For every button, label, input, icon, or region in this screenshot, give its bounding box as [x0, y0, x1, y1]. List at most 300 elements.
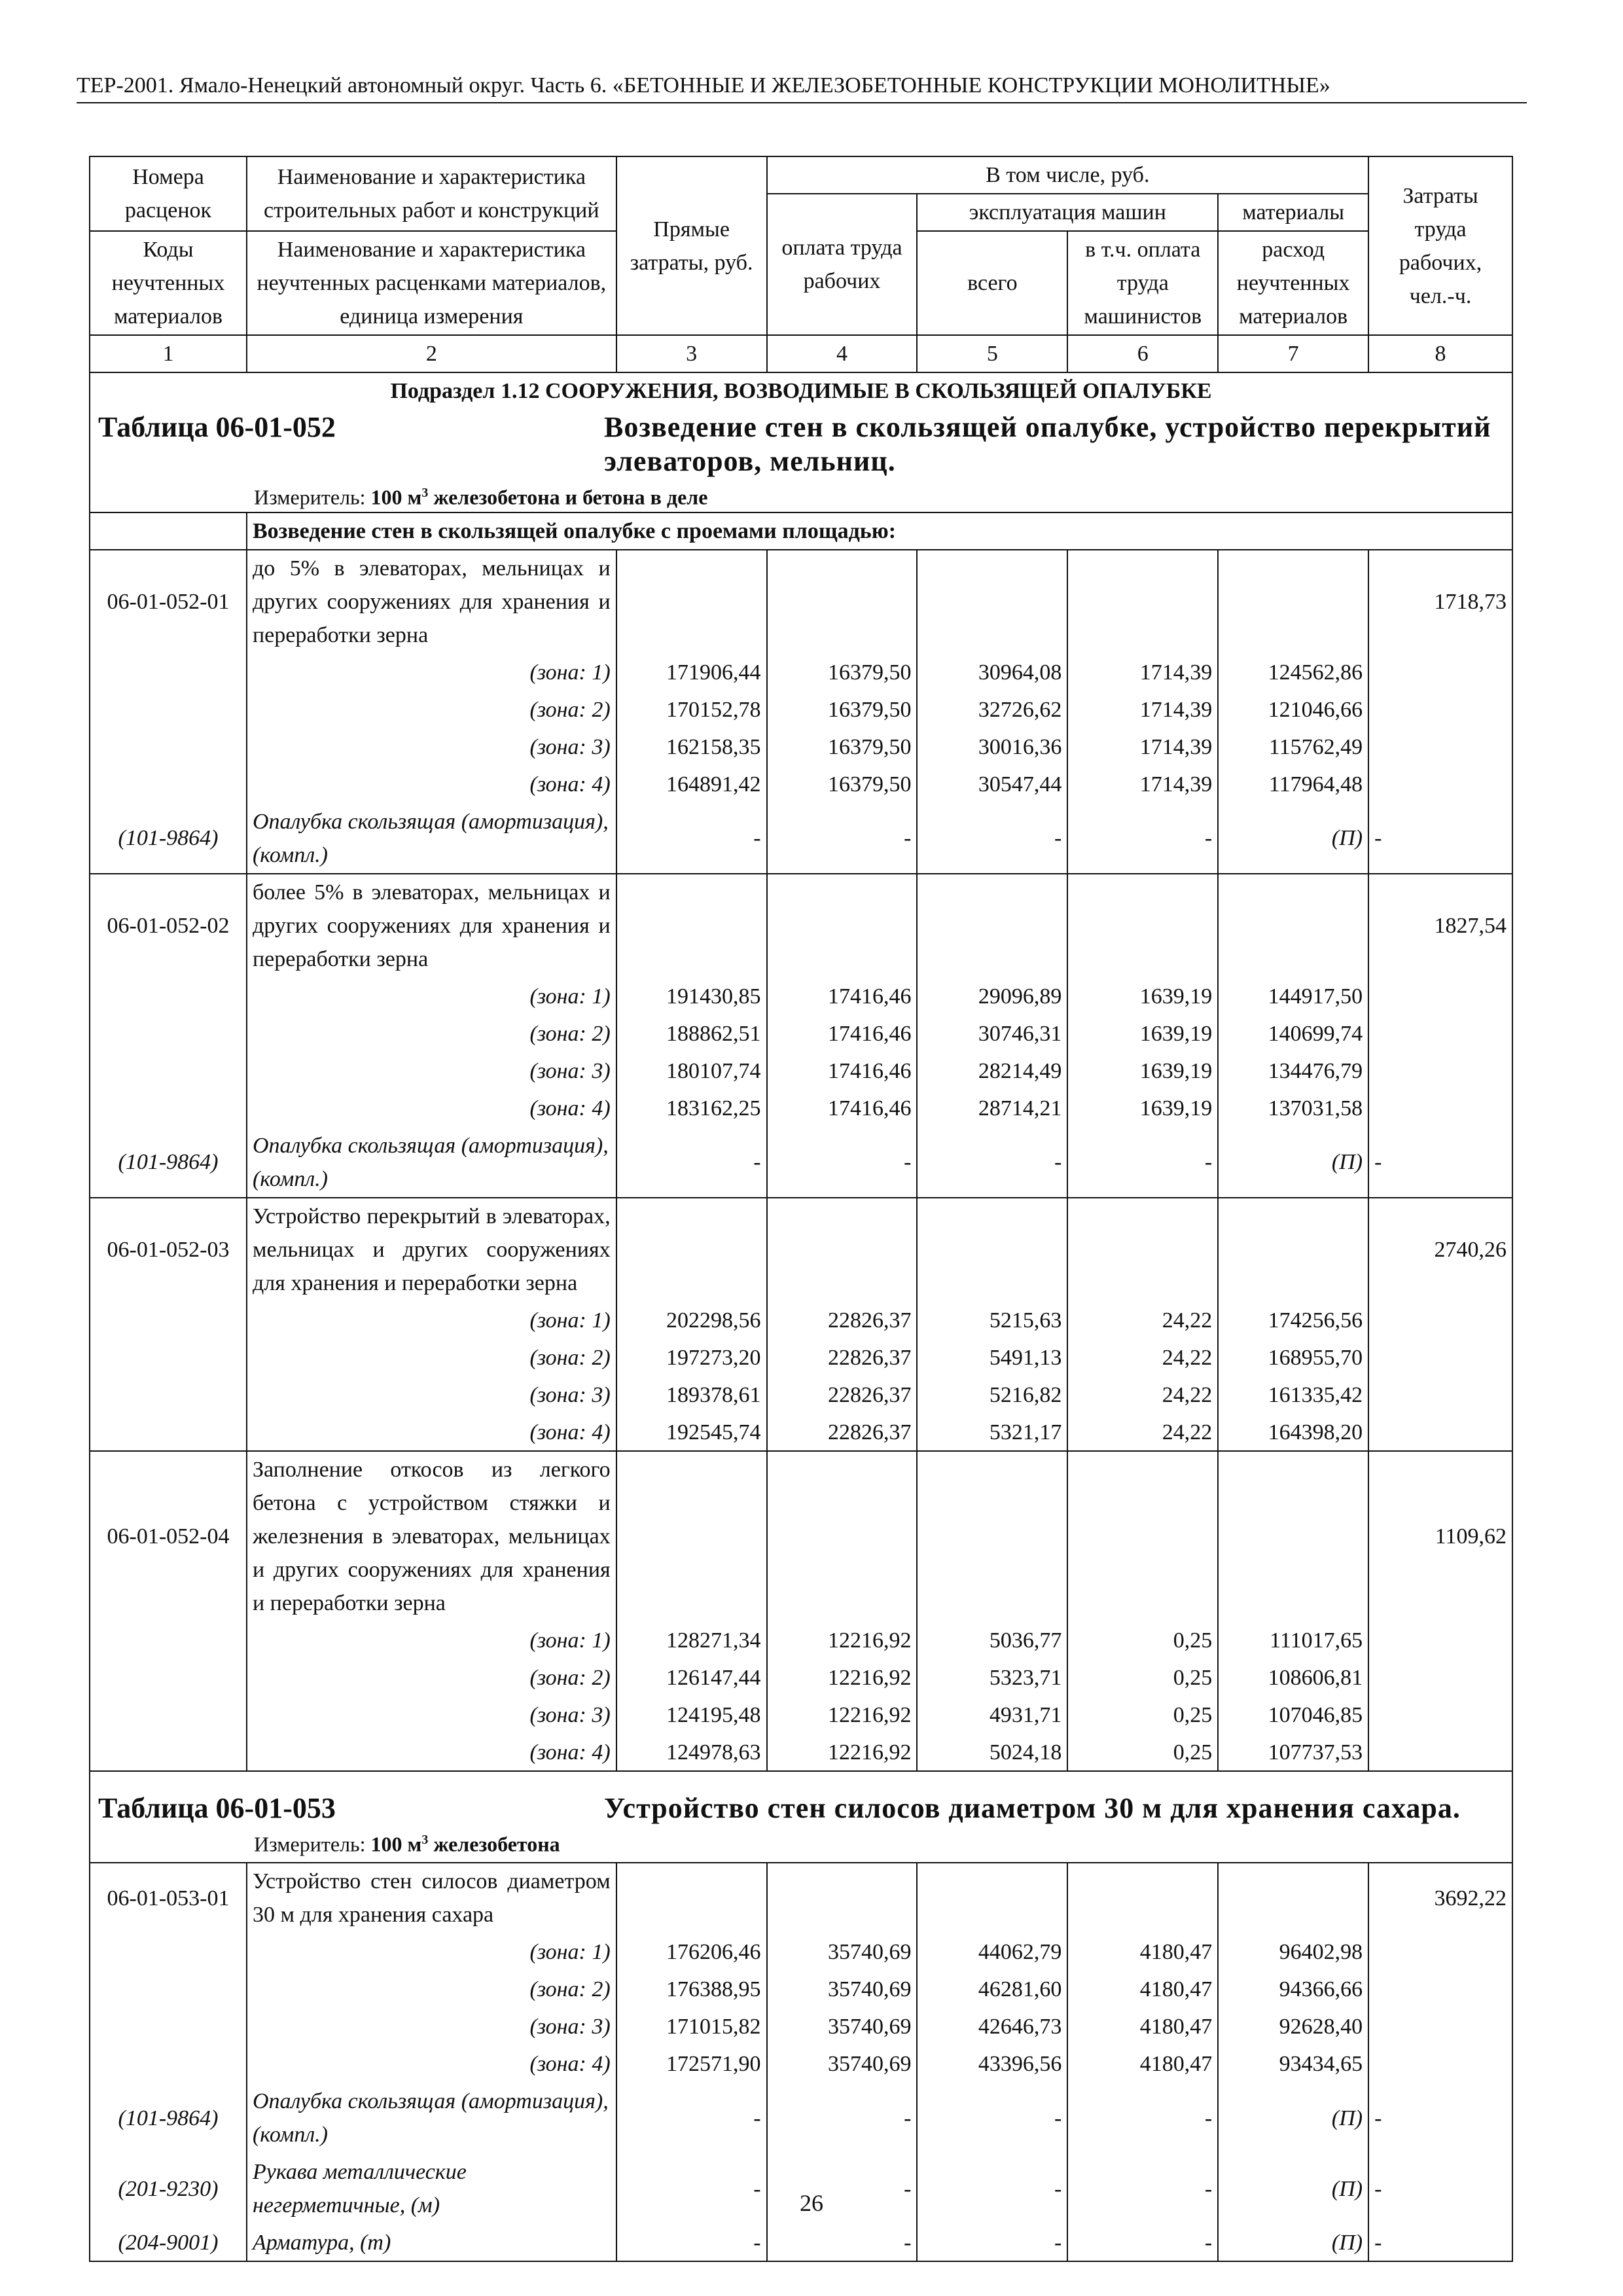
cost-value: 189378,61: [616, 1376, 767, 1414]
empty-cell: [767, 550, 918, 654]
empty-cell: [1368, 766, 1512, 803]
cost-value: 30746,31: [917, 1015, 1067, 1052]
cost-value: 16379,50: [767, 691, 918, 728]
zone-row: [90, 1414, 1512, 1451]
rate-description: до 5% в элеваторах, мельницах и других сооружениях для хранения и переработки зерна: [247, 550, 616, 654]
column-numbers-row: [90, 335, 1512, 372]
rate-description: Заполнение откосов из легкого бетона с устройством стяжки и железнения в элеваторах, мельницах и других сооружениях для хранения и переработки зерна: [247, 1451, 616, 1622]
material-code: (101-9864): [90, 2083, 247, 2153]
measure-rest: железобетона и бетона в деле: [428, 485, 708, 509]
cost-value: 4180,47: [1067, 2008, 1218, 2045]
col-machines-total-header: всего: [917, 231, 1067, 335]
cost-value: 93434,65: [1218, 2045, 1368, 2083]
zone-label: (зона: 4): [247, 766, 616, 803]
empty-cell: [1218, 1863, 1368, 1933]
rate-code: 06-01-052-03: [90, 1198, 247, 1302]
empty-cell: [616, 874, 767, 978]
empty-cell: [1368, 1933, 1512, 1971]
section-title: Подраздел 1.12 СООРУЖЕНИЯ, ВОЗВОДИМЫЕ В СКОЛЬЗЯЩЕЙ ОПАЛУБКЕ: [90, 372, 1512, 410]
dash-cell: -: [616, 803, 767, 874]
cost-value: 32726,62: [917, 691, 1067, 728]
zone-label: (зона: 2): [247, 1015, 616, 1052]
empty-cell: [1067, 874, 1218, 978]
rate-block: [90, 1451, 1512, 1771]
p-mark: (П): [1218, 2153, 1368, 2224]
cost-value: 164398,20: [1218, 1414, 1368, 1451]
empty-cell: [767, 1451, 918, 1622]
dash-cell: -: [616, 2153, 767, 2224]
col-material-codes-header: Коды неучтенных материалов: [90, 231, 247, 335]
measure-unit: [254, 478, 1504, 512]
dash-cell: -: [1368, 803, 1512, 874]
empty-cell: [1368, 1696, 1512, 1734]
material-code: (201-9230): [90, 2153, 247, 2224]
col-materials-header: материалы: [1218, 194, 1368, 231]
rate-block: [90, 874, 1512, 1198]
zone-row: [90, 1622, 1512, 1659]
col-including-header: В том числе, руб.: [767, 156, 1369, 194]
empty-cell: [1218, 550, 1368, 654]
cost-value: 16379,50: [767, 654, 918, 691]
cost-value: 176388,95: [616, 1971, 767, 2008]
measure-sup: 3: [421, 1832, 429, 1847]
cost-value: 124978,63: [616, 1734, 767, 1771]
cost-value: 35740,69: [767, 2008, 918, 2045]
cost-value: 134476,79: [1218, 1052, 1368, 1090]
zone-label: (зона: 4): [247, 2045, 616, 2083]
cost-value: 24,22: [1067, 1302, 1218, 1339]
dash-cell: -: [1368, 2153, 1512, 2224]
zone-label: (зона: 2): [247, 1659, 616, 1696]
dash-cell: -: [1368, 2224, 1512, 2261]
empty-cell: [917, 1863, 1067, 1933]
zone-label: (зона: 2): [247, 1339, 616, 1376]
zone-row: [90, 1734, 1512, 1771]
cost-value: 1714,39: [1067, 691, 1218, 728]
cost-value: 140699,74: [1218, 1015, 1368, 1052]
zone-label: (зона: 1): [247, 978, 616, 1015]
material-name: Арматура, (т): [247, 2224, 616, 2261]
cost-value: 5036,77: [917, 1622, 1067, 1659]
cost-value: 0,25: [1067, 1734, 1218, 1771]
column-number: 5: [917, 335, 1067, 372]
empty-cell: [1067, 1451, 1218, 1622]
zone-label: (зона: 4): [247, 1734, 616, 1771]
material-row: [90, 1127, 1512, 1198]
rate-description: более 5% в элеваторах, мельницах и других сооружениях для хранения и переработки зерна: [247, 874, 616, 978]
dash-cell: -: [616, 1127, 767, 1198]
empty-cell: [90, 728, 247, 766]
cost-value: 0,25: [1067, 1659, 1218, 1696]
empty-cell: [1368, 728, 1512, 766]
cost-value: 0,25: [1067, 1696, 1218, 1734]
cost-value: 4180,47: [1067, 1971, 1218, 2008]
dash-cell: -: [917, 803, 1067, 874]
cost-value: 171015,82: [616, 2008, 767, 2045]
cost-value: 35740,69: [767, 1933, 918, 1971]
empty-cell: [1067, 550, 1218, 654]
zone-row: [90, 728, 1512, 766]
cost-value: 4180,47: [1067, 2045, 1218, 2083]
empty-cell: [90, 1414, 247, 1451]
cost-value: 24,22: [1067, 1414, 1218, 1451]
dash-cell: -: [1368, 1127, 1512, 1198]
rate-code: 06-01-053-01: [90, 1863, 247, 1933]
empty-cell: [90, 1090, 247, 1127]
cost-value: 4931,71: [917, 1696, 1067, 1734]
column-number: 3: [616, 335, 767, 372]
empty-cell: [90, 1971, 247, 2008]
empty-cell: [90, 766, 247, 803]
empty-cell: [90, 1659, 247, 1696]
table-label: Таблица 06-01-052: [98, 411, 336, 443]
zone-row: [90, 1376, 1512, 1414]
cost-value: 96402,98: [1218, 1933, 1368, 1971]
cost-value: 5491,13: [917, 1339, 1067, 1376]
zone-row: [90, 1052, 1512, 1090]
subheading: Возведение стен в скользящей опалубке с проемами площадью:: [247, 512, 1512, 550]
rates-table: [89, 156, 1513, 2262]
col-machines-header: эксплуатация машин: [917, 194, 1218, 231]
zone-label: (зона: 2): [247, 1971, 616, 2008]
cost-value: 107046,85: [1218, 1696, 1368, 1734]
cost-value: 5024,18: [917, 1734, 1067, 1771]
cost-value: 28214,49: [917, 1052, 1067, 1090]
column-number: 4: [767, 335, 918, 372]
column-number: 6: [1067, 335, 1218, 372]
empty-cell: [90, 1302, 247, 1339]
cost-value: 202298,56: [616, 1302, 767, 1339]
cost-value: 28714,21: [917, 1090, 1067, 1127]
cost-value: 12216,92: [767, 1696, 918, 1734]
material-name: Опалубка скользящая (амортизация), (компл.): [247, 2083, 616, 2153]
zone-row: [90, 1339, 1512, 1376]
dash-cell: -: [1067, 2153, 1218, 2224]
cost-value: 94366,66: [1218, 1971, 1368, 2008]
dash-cell: -: [767, 2153, 918, 2224]
cost-value: 17416,46: [767, 1052, 918, 1090]
dash-cell: -: [917, 2224, 1067, 2261]
rate-row: [90, 1863, 1512, 1933]
zone-label: (зона: 1): [247, 1933, 616, 1971]
zone-row: [90, 1971, 1512, 2008]
table-title: Устройство стен силосов диаметром 30 м для хранения сахара.: [604, 1791, 1461, 1824]
dash-cell: -: [1368, 2083, 1512, 2153]
empty-cell: [90, 691, 247, 728]
material-code: (101-9864): [90, 803, 247, 874]
zone-label: (зона: 1): [247, 1302, 616, 1339]
zone-row: [90, 1696, 1512, 1734]
dash-cell: -: [767, 1127, 918, 1198]
cost-value: 29096,89: [917, 978, 1067, 1015]
cost-value: 44062,79: [917, 1933, 1067, 1971]
col-material-names-header: Наименование и характеристика неучтенных расценками материалов, единица измерения: [247, 231, 616, 335]
rate-block: [90, 550, 1512, 874]
cost-value: 16379,50: [767, 766, 918, 803]
cost-value: 30964,08: [917, 654, 1067, 691]
labor-cost: 3692,22: [1368, 1863, 1512, 1933]
cost-value: 1639,19: [1067, 1015, 1218, 1052]
empty-cell: [1067, 1863, 1218, 1933]
empty-cell: [917, 550, 1067, 654]
cost-value: 1714,39: [1067, 654, 1218, 691]
dash-cell: -: [616, 2224, 767, 2261]
empty-cell: [917, 1198, 1067, 1302]
empty-cell: [90, 1376, 247, 1414]
cost-value: 117964,48: [1218, 766, 1368, 803]
dash-cell: -: [1067, 2083, 1218, 2153]
cost-value: 128271,34: [616, 1622, 767, 1659]
labor-cost: 2740,26: [1368, 1198, 1512, 1302]
measure-unit: [254, 1825, 1504, 1859]
empty-cell: [1368, 1090, 1512, 1127]
cost-value: 17416,46: [767, 978, 918, 1015]
zone-row: [90, 766, 1512, 803]
column-number: 1: [90, 335, 247, 372]
empty-cell: [1368, 1971, 1512, 2008]
p-mark: (П): [1218, 1127, 1368, 1198]
zone-label: (зона: 1): [247, 654, 616, 691]
rate-code: 06-01-052-04: [90, 1451, 247, 1622]
material-code: (101-9864): [90, 1127, 247, 1198]
zone-row: [90, 2045, 1512, 2083]
empty-cell: [616, 1863, 767, 1933]
zone-row: [90, 654, 1512, 691]
cost-value: 164891,42: [616, 766, 767, 803]
cost-value: 124195,48: [616, 1696, 767, 1734]
empty-cell: [1368, 654, 1512, 691]
cost-value: 126147,44: [616, 1659, 767, 1696]
material-row: [90, 2083, 1512, 2153]
cost-value: 183162,25: [616, 1090, 767, 1127]
cost-value: 1714,39: [1067, 728, 1218, 766]
measure-sup: 3: [421, 486, 429, 500]
cost-value: 108606,81: [1218, 1659, 1368, 1696]
empty-cell: [90, 1052, 247, 1090]
cost-value: 170152,78: [616, 691, 767, 728]
zone-row: [90, 978, 1512, 1015]
rate-code: 06-01-052-01: [90, 550, 247, 654]
cost-value: 35740,69: [767, 2045, 918, 2083]
zone-row: [90, 1015, 1512, 1052]
cost-value: 5321,17: [917, 1414, 1067, 1451]
cost-value: 121046,66: [1218, 691, 1368, 728]
empty-cell: [616, 1198, 767, 1302]
labor-cost: 1718,73: [1368, 550, 1512, 654]
zone-row: [90, 2008, 1512, 2045]
cost-value: 17416,46: [767, 1090, 918, 1127]
cost-value: 30016,36: [917, 728, 1067, 766]
cost-value: 5215,63: [917, 1302, 1067, 1339]
dash-cell: -: [1067, 1127, 1218, 1198]
empty-cell: [1067, 1198, 1218, 1302]
zone-label: (зона: 3): [247, 2008, 616, 2045]
cost-value: 171906,44: [616, 654, 767, 691]
measure-value: 100 м: [370, 485, 422, 509]
cost-value: 107737,53: [1218, 1734, 1368, 1771]
column-number: 7: [1218, 335, 1368, 372]
empty-cell: [1368, 2008, 1512, 2045]
zone-label: (зона: 3): [247, 1696, 616, 1734]
cost-value: 24,22: [1067, 1339, 1218, 1376]
cost-value: 43396,56: [917, 2045, 1067, 2083]
cost-value: 12216,92: [767, 1734, 918, 1771]
empty-cell: [90, 1339, 247, 1376]
zone-row: [90, 1302, 1512, 1339]
empty-cell: [1218, 874, 1368, 978]
dash-cell: -: [767, 803, 918, 874]
empty-cell: [1368, 1734, 1512, 1771]
dash-cell: -: [917, 2153, 1067, 2224]
cost-value: 197273,20: [616, 1339, 767, 1376]
cost-value: 115762,49: [1218, 728, 1368, 766]
empty-cell: [616, 550, 767, 654]
cost-value: 30547,44: [917, 766, 1067, 803]
page-number: 26: [800, 2190, 823, 2216]
empty-cell: [1368, 1302, 1512, 1339]
empty-cell: [90, 654, 247, 691]
cost-value: 174256,56: [1218, 1302, 1368, 1339]
empty-cell: [1368, 1622, 1512, 1659]
cost-value: 162158,35: [616, 728, 767, 766]
material-name: Опалубка скользящая (амортизация), (компл.): [247, 1127, 616, 1198]
p-mark: (П): [1218, 2083, 1368, 2153]
cost-value: 1639,19: [1067, 1052, 1218, 1090]
rate-row: [90, 550, 1512, 654]
empty-cell: [1368, 1339, 1512, 1376]
cost-value: 4180,47: [1067, 1933, 1218, 1971]
empty-cell: [1368, 691, 1512, 728]
col-labor-header: Затраты труда рабочих, чел.-ч.: [1368, 156, 1512, 335]
material-row: [90, 803, 1512, 874]
empty-cell: [616, 1451, 767, 1622]
cost-value: 12216,92: [767, 1659, 918, 1696]
p-mark: (П): [1218, 803, 1368, 874]
cost-value: 176206,46: [616, 1933, 767, 1971]
labor-cost: 1109,62: [1368, 1451, 1512, 1622]
cost-value: 161335,42: [1218, 1376, 1368, 1414]
rate-description: Устройство стен силосов диаметром 30 м для хранения сахара: [247, 1863, 616, 1933]
cost-value: 42646,73: [917, 2008, 1067, 2045]
cost-value: 188862,51: [616, 1015, 767, 1052]
rate-description: Устройство перекрытий в элеваторах, мельницах и других сооружениях для хранения и переработки зерна: [247, 1198, 616, 1302]
cost-value: 180107,74: [616, 1052, 767, 1090]
empty-cell: [1368, 2045, 1512, 2083]
column-number: 8: [1368, 335, 1512, 372]
zone-label: (зона: 1): [247, 1622, 616, 1659]
running-header: ТЕР-2001. Ямало-Ненецкий автономный округ. Часть 6. «БЕТОННЫЕ И ЖЕЛЕЗОБЕТОННЫЕ КОНСТРУКЦИИ МОНОЛИТНЫЕ»: [77, 73, 1527, 103]
dash-cell: -: [917, 1127, 1067, 1198]
rate-row: [90, 1451, 1512, 1622]
dash-cell: -: [616, 2083, 767, 2153]
dash-cell: -: [917, 2083, 1067, 2153]
cost-value: 1714,39: [1067, 766, 1218, 803]
cost-value: 24,22: [1067, 1376, 1218, 1414]
material-name: Рукава металлические негерметичные, (м): [247, 2153, 616, 2224]
table-label: Таблица 06-01-053: [98, 1791, 336, 1824]
zone-row: [90, 1933, 1512, 1971]
cost-value: 191430,85: [616, 978, 767, 1015]
dash-cell: -: [767, 2083, 918, 2153]
table-title: Возведение стен в скользящей опалубке, устройство перекрытий элеваторов, мельниц.: [604, 411, 1491, 477]
cost-value: 17416,46: [767, 1015, 918, 1052]
empty-cell: [1368, 1015, 1512, 1052]
cost-value: 137031,58: [1218, 1090, 1368, 1127]
cost-value: 92628,40: [1218, 2008, 1368, 2045]
empty-cell: [767, 1198, 918, 1302]
rate-row: [90, 874, 1512, 978]
col-direct-costs-header: Прямые затраты, руб.: [616, 156, 767, 335]
cost-value: 192545,74: [616, 1414, 767, 1451]
table-header: [90, 156, 1512, 550]
empty-cell: [1218, 1198, 1368, 1302]
dash-cell: -: [767, 2224, 918, 2261]
rate-row: [90, 1198, 1512, 1302]
empty-cell: [90, 1696, 247, 1734]
zone-row: [90, 1090, 1512, 1127]
cost-value: 172571,90: [616, 2045, 767, 2083]
cost-value: 0,25: [1067, 1622, 1218, 1659]
measure-prefix: Измеритель:: [254, 1832, 371, 1856]
zone-label: (зона: 3): [247, 728, 616, 766]
empty-cell: [917, 1451, 1067, 1622]
empty-cell: [1368, 978, 1512, 1015]
zone-label: (зона: 4): [247, 1414, 616, 1451]
empty-cell: [767, 874, 918, 978]
material-code: (204-9001): [90, 2224, 247, 2261]
measure-rest: железобетона: [428, 1832, 560, 1856]
cost-value: 144917,50: [1218, 978, 1368, 1015]
zone-row: [90, 691, 1512, 728]
empty-cell: [90, 1015, 247, 1052]
empty-cell: [90, 2045, 247, 2083]
cost-value: 1639,19: [1067, 1090, 1218, 1127]
cost-value: 46281,60: [917, 1971, 1067, 2008]
cost-value: 12216,92: [767, 1622, 918, 1659]
p-mark: (П): [1218, 2224, 1368, 2261]
empty-cell: [1368, 1376, 1512, 1414]
col-machinist-wages-header: в т.ч. оплата труда машинистов: [1067, 231, 1218, 335]
measure-prefix: Измеритель:: [254, 485, 371, 509]
empty-cell: [90, 2008, 247, 2045]
cost-value: 168955,70: [1218, 1339, 1368, 1376]
empty-cell: [1368, 1414, 1512, 1451]
dash-cell: -: [1067, 803, 1218, 874]
rate-block: [90, 1198, 1512, 1451]
col-rate-number-header: Номера расценок: [90, 156, 247, 231]
cost-value: 111017,65: [1218, 1622, 1368, 1659]
material-row: [90, 2224, 1512, 2261]
empty-cell: [1368, 1052, 1512, 1090]
empty-cell: [1218, 1451, 1368, 1622]
material-name: Опалубка скользящая (амортизация), (компл.): [247, 803, 616, 874]
empty-cell: [90, 1734, 247, 1771]
empty-cell: [1368, 1659, 1512, 1696]
cost-value: 16379,50: [767, 728, 918, 766]
rate-code: 06-01-052-02: [90, 874, 247, 978]
empty-cell: [767, 1863, 918, 1933]
cost-value: 1639,19: [1067, 978, 1218, 1015]
cost-value: 22826,37: [767, 1376, 918, 1414]
dash-cell: -: [1067, 2224, 1218, 2261]
cost-value: 22826,37: [767, 1414, 918, 1451]
labor-cost: 1827,54: [1368, 874, 1512, 978]
cost-value: 124562,86: [1218, 654, 1368, 691]
col-wages-header: оплата труда рабочих: [767, 194, 918, 335]
empty-cell: [90, 1933, 247, 1971]
zone-label: (зона: 4): [247, 1090, 616, 1127]
zone-row: [90, 1659, 1512, 1696]
